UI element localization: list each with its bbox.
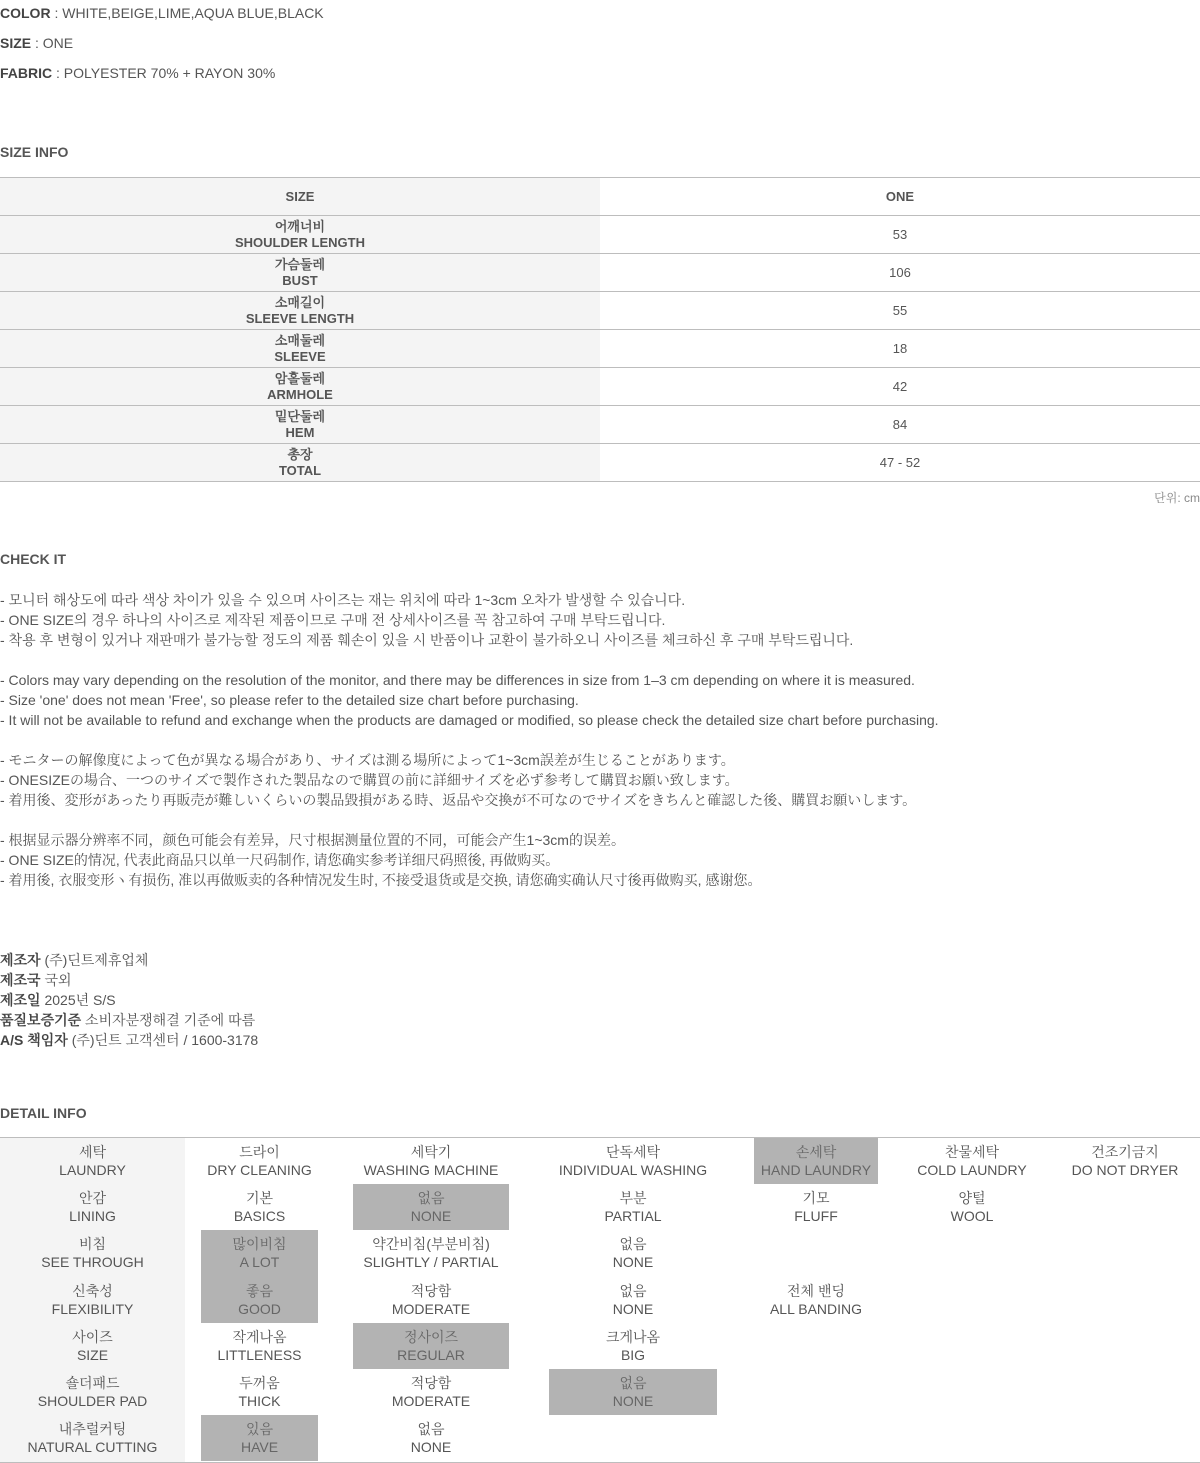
detail-option-selected: 있음 HAVE <box>201 1415 318 1461</box>
detail-option-selected: 정사이즈 REGULAR <box>353 1323 509 1369</box>
maker-line: 제조자 (주)딘트제휴업체 <box>0 952 149 968</box>
size-row-value: 42 <box>600 368 1200 406</box>
detail-row-head: 비침 SEE THROUGH <box>41 1236 144 1271</box>
detail-option-selected: 없음 NONE <box>549 1369 717 1415</box>
detail-row-head: 사이즈 SIZE <box>72 1328 113 1363</box>
note-line: - ONESIZEの場合、一つのサイズで製作された製品なので購買の前に詳細サイズを必ず参考して購買お願い致します。 <box>0 772 739 788</box>
detail-option: 찬물세탁 COLD LAUNDRY <box>917 1144 1027 1179</box>
size-row-value: 84 <box>600 406 1200 444</box>
detail-option: 세탁기 WASHING MACHINE <box>363 1144 499 1179</box>
size-row-value: 55 <box>600 292 1200 330</box>
detail-table <box>0 1137 1200 1463</box>
check-it-notes <box>0 590 939 890</box>
size-header-label: SIZE <box>0 178 600 216</box>
detail-option: 약간비침(부분비침) SLIGHTLY / PARTIAL <box>363 1236 499 1271</box>
detail-row-head: 안감 LINING <box>69 1190 116 1225</box>
check-it-title: CHECK IT <box>0 551 67 567</box>
detail-row-head: 신축성 FLEXIBILITY <box>51 1282 134 1317</box>
detail-option: 기모 FLUFF <box>794 1190 838 1225</box>
table-row <box>0 254 1200 292</box>
size-header-value: ONE <box>600 178 1200 216</box>
size-row-label: 총장 TOTAL <box>0 444 600 482</box>
table-row <box>0 406 1200 444</box>
note-line: - ONE SIZE的情况, 代表此商品只以单一尺码制作, 请您确实参考详细尺码照後, 再做购买。 <box>0 852 560 868</box>
detail-option-selected: 많이비침 A LOT <box>201 1230 318 1276</box>
detail-option: 없음 NONE <box>612 1236 654 1271</box>
size-row-label: 어깨너비 SHOULDER LENGTH <box>0 216 600 254</box>
detail-row-head: 내추럴커팅 NATURAL CUTTING <box>27 1421 158 1456</box>
detail-option: 적당함 MODERATE <box>391 1375 471 1410</box>
spec-fabric: FABRIC : POLYESTER 70% + RAYON 30% <box>0 65 276 81</box>
note-line: - モニターの解像度によって色が異なる場合があり、サイズは測る場所によって1~3cm誤差が生じることがあります。 <box>0 752 735 768</box>
unit-label: 단위: cm <box>1154 491 1200 505</box>
table-row <box>0 292 1200 330</box>
detail-option: 양털 WOOL <box>950 1190 994 1225</box>
size-row-label: 암홀둘레 ARMHOLE <box>0 368 600 406</box>
maker-line: 제조일 2025년 S/S <box>0 992 116 1008</box>
table-row <box>0 444 1200 482</box>
size-row-value: 106 <box>600 254 1200 292</box>
size-row-label: 밑단둘레 HEM <box>0 406 600 444</box>
detail-option: 건조기금지 DO NOT DRYER <box>1071 1144 1179 1179</box>
note-line: - ONE SIZE의 경우 하나의 사이즈로 제작된 제품이므로 구매 전 상세사이즈를 꼭 참고하여 구매 부탁드립니다. <box>0 612 666 628</box>
detail-option-selected: 손세탁 HAND LAUNDRY <box>754 1138 878 1184</box>
detail-option: 없음 NONE <box>410 1421 452 1456</box>
maker-line: 제조국 국외 <box>0 972 72 988</box>
size-info-title: SIZE INFO <box>0 144 69 160</box>
detail-row-head: 세탁 LAUNDRY <box>59 1144 126 1179</box>
spec-size: SIZE : ONE <box>0 35 74 51</box>
detail-option: 적당함 MODERATE <box>391 1282 471 1317</box>
size-row-value: 53 <box>600 216 1200 254</box>
detail-option: 부분 PARTIAL <box>604 1190 662 1225</box>
note-line: - 根据显示器分辨率不同，颜色可能会有差异，尺寸根据测量位置的不同，可能会产生1~3cm的误差。 <box>0 832 625 848</box>
spec-color: COLOR : WHITE,BEIGE,LIME,AQUA BLUE,BLACK <box>0 5 324 21</box>
detail-option: 작게나옴 LITTLENESS <box>217 1328 302 1363</box>
detail-row-head: 숄더패드 SHOULDER PAD <box>37 1375 148 1410</box>
size-table-header <box>0 178 1200 216</box>
table-row <box>0 368 1200 406</box>
note-line: - Size 'one' does not mean 'Free', so please refer to the detailed size chart before purchasing. <box>0 692 579 708</box>
size-table <box>0 177 1200 482</box>
detail-option: 단독세탁 INDIVIDUAL WASHING <box>558 1144 708 1179</box>
size-row-value: 18 <box>600 330 1200 368</box>
detail-option: 두꺼움 THICK <box>238 1375 281 1410</box>
maker-line: 품질보증기준 소비자분쟁해결 기준에 따름 <box>0 1012 256 1028</box>
detail-option-selected: 없음 NONE <box>353 1184 509 1230</box>
note-line: - 착용 후 변형이 있거나 재판매가 불가능할 정도의 제품 훼손이 있을 시 반품이나 교환이 불가하오니 사이즈를 체크하신 후 구매 부탁드립니다. <box>0 632 854 648</box>
size-row-label: 가슴둘레 BUST <box>0 254 600 292</box>
table-row <box>0 330 1200 368</box>
size-row-label: 소매길이 SLEEVE LENGTH <box>0 292 600 330</box>
size-row-value: 47 - 52 <box>600 444 1200 482</box>
detail-option-selected: 좋음 GOOD <box>201 1277 318 1323</box>
manufacturer-info <box>0 950 258 1050</box>
detail-option: 드라이 DRY CLEANING <box>207 1144 312 1179</box>
detail-option: 크게나옴 BIG <box>605 1328 661 1363</box>
note-line: - 着用後, 衣服变形ヽ有损伤, 准以再做贩卖的各种情况发生时, 不接受退货或是交换, 请您确实确认尺寸後再做购买, 感谢您。 <box>0 872 762 888</box>
note-line: - It will not be available to refund and exchange when the products are damaged or modified, so please check the detailed size chart before purchasing. <box>0 712 939 728</box>
table-row <box>0 216 1200 254</box>
detail-option: 없음 NONE <box>612 1282 654 1317</box>
detail-option: 전체 밴딩 ALL BANDING <box>769 1282 863 1317</box>
note-line: - 着用後、変形があったり再販売が難しいくらいの製品毀損がある時、返品や交換が不可なのでサイズをきちんと確認した後、購買お願いします。 <box>0 792 917 808</box>
maker-line: A/S 책임자 (주)딘트 고객센터 / 1600-3178 <box>0 1032 259 1048</box>
detail-info-title: DETAIL INFO <box>0 1105 87 1121</box>
note-line: - Colors may vary depending on the resolution of the monitor, and there may be differences in size from 1–3 cm depending on where it is measured. <box>0 672 915 688</box>
detail-option: 기본 BASICS <box>233 1190 286 1225</box>
size-row-label: 소매둘레 SLEEVE <box>0 330 600 368</box>
note-line: - 모니터 해상도에 따라 색상 차이가 있을 수 있으며 사이즈는 재는 위치에 따라 1~3cm 오차가 발생할 수 있습니다. <box>0 592 686 608</box>
